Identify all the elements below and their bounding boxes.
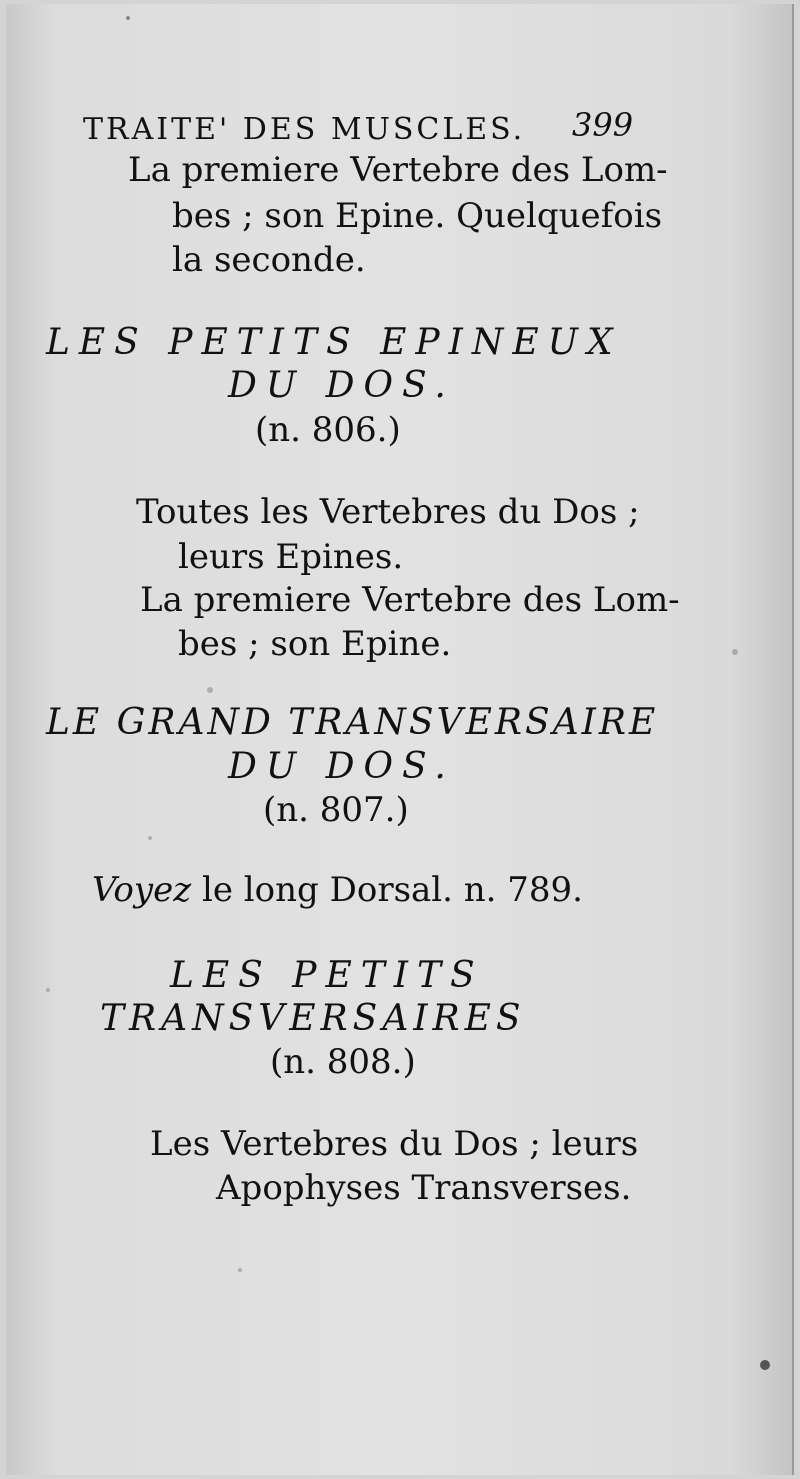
section-1-title-line-2: DU DOS. xyxy=(228,365,455,406)
section-3-line-1: Les Vertebres du Dos ; leurs xyxy=(150,1124,639,1164)
section-3-title-line-1: LES PETITS xyxy=(170,955,484,996)
section-2-reference: (n. 807.) xyxy=(263,790,409,830)
section-2-title-line-2: DU DOS. xyxy=(228,746,455,787)
intro-line-2: bes ; son Epine. Quelquefois xyxy=(172,196,663,236)
intro-line-3: la seconde. xyxy=(172,240,366,280)
section-2-text xyxy=(92,870,583,910)
section-3-reference: (n. 808.) xyxy=(270,1042,416,1082)
section-1-para-1-line-1: Toutes les Vertebres du Dos ; xyxy=(136,492,640,532)
page-number: 399 xyxy=(572,106,634,144)
section-1-para-2-line-1: La premiere Vertebre des Lom- xyxy=(140,580,680,620)
section-3-line-2: Apophyses Transverses. xyxy=(216,1168,632,1208)
section-1-para-2-line-2: bes ; son Epine. xyxy=(178,624,452,664)
section-2-title-line-1: LE GRAND TRANSVERSAIRE xyxy=(46,702,659,743)
section-2-text-rest: le long Dorsal. n. 789. xyxy=(201,870,583,910)
section-1-reference: (n. 806.) xyxy=(255,410,401,450)
section-1-para-1-line-2: leurs Epines. xyxy=(178,537,404,577)
running-head-title: TRAITE' DES MUSCLES. xyxy=(83,112,526,147)
section-2-text-italic: Voyez xyxy=(92,870,192,910)
intro-line-1: La premiere Vertebre des Lom- xyxy=(128,150,668,190)
section-1-title-line-1: LES PETITS EPINEUX xyxy=(46,322,622,363)
section-3-title-line-2: TRANSVERSAIRES xyxy=(100,998,526,1039)
